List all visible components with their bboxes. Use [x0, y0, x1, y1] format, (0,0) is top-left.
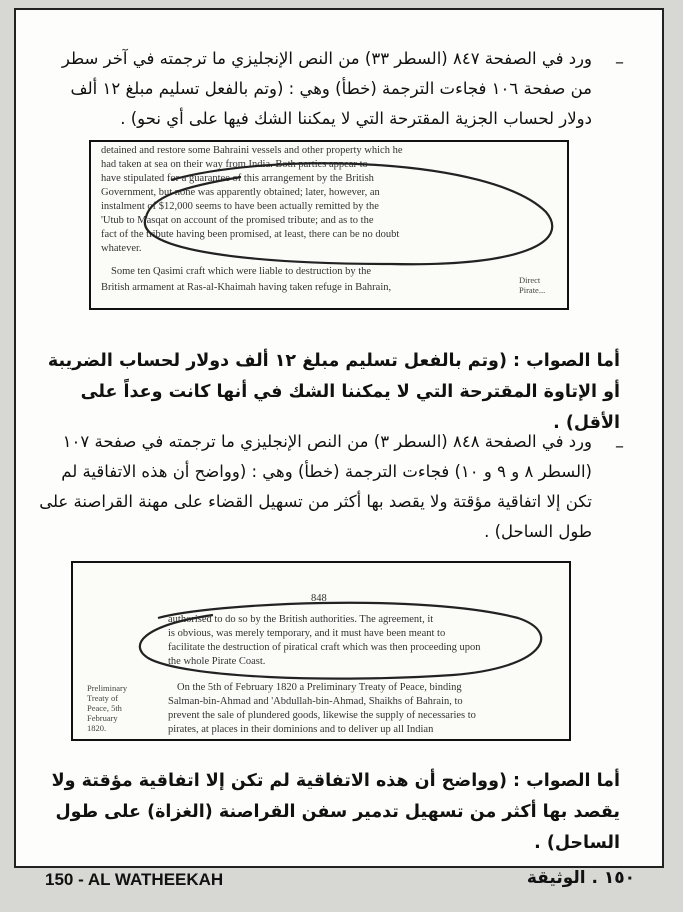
scan-line: British armament at Ras-al-Khaimah having taken refuge in Bahrain,	[101, 282, 392, 293]
correct-translation-2: أما الصواب : (وواضح أن هذه الاتفاقية لم تكن إلا اتفاقية مؤقتة ولا يقصد بها أكثر من تسهيل تدمير سفن القراصنة (الغزاة) على طول الساحل) .	[51, 771, 620, 853]
correct-translation-1: أما الصواب : (وتم بالفعل تسليم مبلغ ١٢ ألف دولار لحساب الضريبة أو الإتاوة المقترحة التي لا يمكننا الشك في أنها كانت وعداً على الأقل) .	[47, 351, 620, 433]
margin-note-line: Preliminary	[87, 683, 128, 693]
scan-line: the whole Pirate Coast.	[168, 656, 266, 667]
scan-line: Some ten Qasimi craft which were liable to destruction by the	[111, 266, 372, 277]
handdrawn-ellipse	[91, 142, 569, 310]
scan-line: Salman-bin-Ahmad and 'Abdullah-bin-Ahmad, Shaikhs of Bahrain, to	[168, 696, 463, 707]
scan-line: facilitate the destruction of piratical craft which was then proceeding upon	[168, 642, 481, 653]
margin-note-line: Treaty of	[87, 693, 119, 703]
scan-line: On the 5th of February 1820 a Preliminary Treaty of Peace, binding	[177, 682, 462, 693]
scanned-excerpt-2	[71, 561, 571, 741]
paragraph-error-1: ورد في الصفحة ٨٤٧ (السطر ٣٣) من النص الإنجليزي ما ترجمته في آخر سطر من صفحة ١٠٦ فجاءت الترجمة (خطأ) وهي : (وتم بالفعل تسليم مبلغ ١٢ ألف دولار لحساب الجزية المقترحة التي لا يمكننا الشك فيها على أي نحو) .	[61, 49, 592, 128]
margin-note-line: Peace, 5th	[87, 703, 122, 713]
footer-page-label: 150 - AL WATHEEKAH	[45, 870, 224, 889]
scan-margin-note: Direct Pirate...	[519, 275, 546, 295]
handdrawn-ellipse	[73, 563, 571, 741]
paragraph-error-2: ورد في الصفحة ٨٤٨ (السطر ٣) من النص الإنجليزي ما ترجمته في صفحة ١٠٧ (السطر ٨ و ٩ و ١٠) فجاءت الترجمة (خطأ) وهي : (وواضح أن هذه الاتفاقية لم تكن إلا اتفاقية مؤقتة ولا يقصد بها أكثر من تسهيل القضاء على مهنة القراصنة على طول الساحل) .	[39, 432, 592, 541]
scan-line: instalment of $12,000 seems to have been actually remitted by the	[101, 201, 379, 212]
scan-line: 'Utub to Masqat on account of the promised tribute; and as to the	[101, 215, 374, 226]
bullet-dash: –	[615, 52, 624, 73]
scan-line: Government, but none was apparently obtained; later, however, an	[101, 187, 380, 198]
scan-line: authorised to do so by the British authorities. The agreement, it	[168, 614, 434, 625]
margin-note-line: February	[87, 713, 118, 723]
scan-line: whatever.	[101, 243, 142, 254]
scan-line: is obvious, was merely temporary, and it must have been meant to	[168, 628, 446, 639]
scan-line: pirates, at places in their dominions and to deliver up all Indian	[168, 724, 434, 735]
scan-line: prevent the sale of plundered goods, likewise the supply of necessaries to	[168, 710, 476, 721]
scan-line: fact of the tribute having been promised, at least, there can be no doubt	[101, 229, 400, 240]
bullet-dash: –	[615, 436, 624, 457]
document-page	[14, 8, 664, 868]
scanned-excerpt-1	[89, 140, 569, 310]
scan-page-number: 848	[311, 593, 327, 604]
margin-note-line: 1820.	[87, 723, 107, 733]
scan-line: had taken at sea on their way from India. Both parties appear to	[101, 159, 368, 170]
footer-page-label-arabic: ١٥٠ . الوثيقة	[526, 868, 635, 888]
scan-line: detained and restore some Bahraini vessels and other property which he	[101, 145, 403, 156]
scan-line: have stipulated for a guarantee of this arrangement by the British	[101, 173, 374, 184]
